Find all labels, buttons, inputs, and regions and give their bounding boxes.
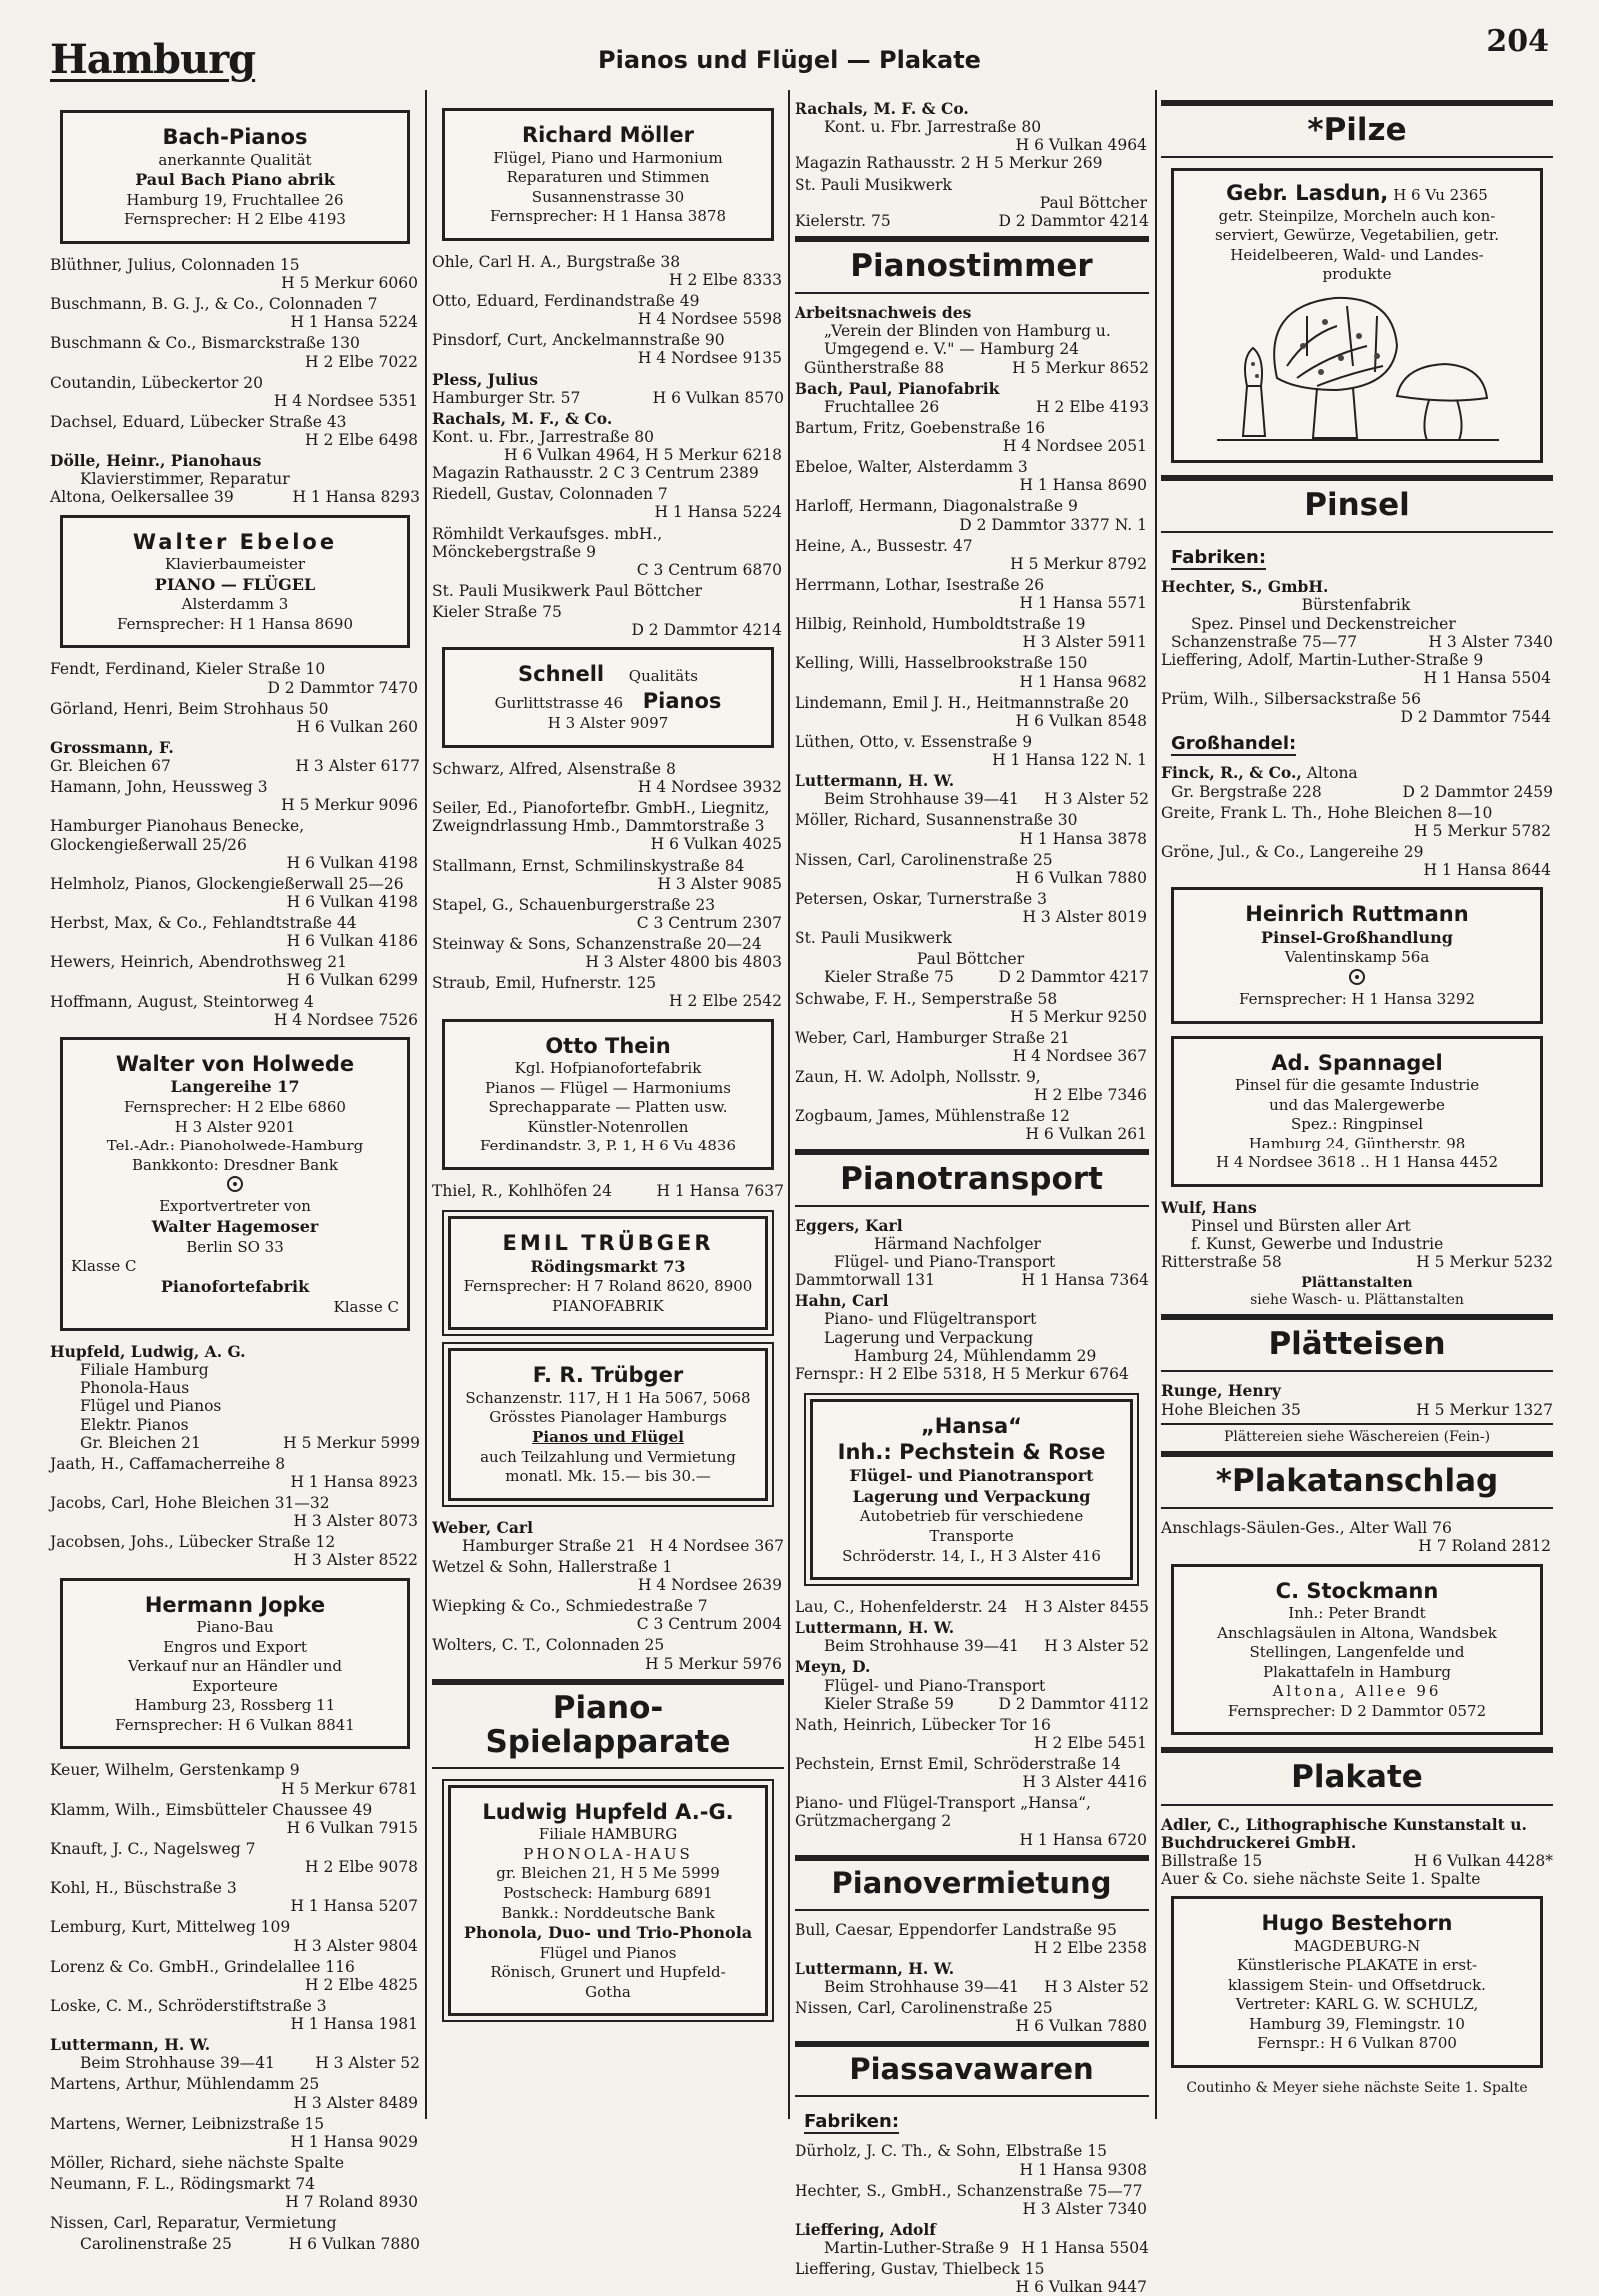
mushrooms-illustration xyxy=(1207,286,1507,456)
listing-entry xyxy=(50,334,420,370)
listing-phone: H 5 Merkur 5976 xyxy=(645,1654,782,1673)
listing-entry: Hahn, Carl Piano- und Flügeltransport Lagerung und Verpackung Hamburg 24, Mühlendamm 29 Fernspr.: H 2 Elbe 5318, H 5 Merkur 6764 xyxy=(795,1291,1129,1383)
listing-phone: H 1 Hansa 8644 xyxy=(1423,861,1551,879)
listing-phone: H 6 Vulkan 7915 xyxy=(286,1818,418,1837)
listing-name: Loske, C. M., Schröderstiftstraße 3 xyxy=(50,1996,327,2015)
listing-entry: Bull, Caesar, Eppendorfer Landstraße 95 H 2 Elbe 2358 xyxy=(795,1920,1147,1957)
listing-entry: Luttermann, H. W. Beim Strohhause 39—41 H 3 Alster 52 xyxy=(795,1618,1149,1656)
listing-name: Martens, Arthur, Mühlendamm 25 xyxy=(50,2075,320,2094)
listing-entry: Carolinenstraße 25 H 6 Vulkan 7880 xyxy=(80,2235,420,2254)
ad-hermann-jopke: Hermann Jopke Piano-Bau Engros und Export Verkauf nur an Händler und Exporteure Hamburg 23, Rossberg 11 Fernsprecher: H 6 Vulkan 8841 xyxy=(60,1578,410,1750)
listing-name: Hewers, Heinrich, Abendrothsweg 21 xyxy=(50,953,347,972)
listing-entry: Meyn, D. Flügel- und Piano-Transport Kieler Straße 59 D 2 Dammtor 4112 xyxy=(795,1657,1149,1713)
ad-heinrich-ruttmann: Heinrich Ruttmann Pinsel-Großhandlung Valentinskamp 56a Fernsprecher: H 1 Hansa 3292 xyxy=(1171,887,1543,1024)
ad-richard-moeller: Richard Möller Flügel, Piano und Harmonium Reparaturen und Stimmen Susannenstrasse 30 Fernsprecher: H 1 Hansa 3878 xyxy=(442,108,774,241)
listing-name: Heine, A., Bussestr. 47 xyxy=(795,536,973,555)
listing-name: Zogbaum, James, Mühlenstraße 12 xyxy=(795,1107,1070,1126)
listing-entry xyxy=(432,1558,784,1594)
listing-phone: H 4 Nordsee 5351 xyxy=(273,391,418,410)
section-heading-piano-spielapparate: Piano- Spielapparate xyxy=(432,1679,784,1769)
listing-name: Pechstein, Ernst Emil, Schröderstraße 14 xyxy=(795,1755,1121,1774)
listing-entry xyxy=(50,256,420,292)
section-heading-pianotransport: Pianotransport xyxy=(795,1149,1149,1207)
listing-entry xyxy=(50,413,420,449)
listing-name: Nissen, Carl, Reparatur, Vermietung xyxy=(50,2214,337,2233)
listing-entry xyxy=(50,875,420,911)
column-rule xyxy=(1155,90,1157,2119)
listing-entry: Runge, Henry Hohe Bleichen 35 H 5 Merkur 1327 xyxy=(1161,1381,1553,1419)
city-title: Hamburg xyxy=(50,36,256,83)
listing-phone: H 3 Alster 8019 xyxy=(1022,908,1147,927)
small-morel xyxy=(1243,348,1265,436)
listing-name: Weber, Carl, Hamburger Straße 21 xyxy=(795,1028,1070,1047)
listing-phone: H 4 Nordsee 367 xyxy=(1012,1046,1147,1065)
listing-entry xyxy=(50,295,420,331)
listing-name: Jacobs, Carl, Hohe Bleichen 31—32 xyxy=(50,1494,330,1513)
listing-entry xyxy=(50,1997,420,2033)
listing-phone: H 1 Hansa 3878 xyxy=(1019,829,1147,848)
listing-entry xyxy=(50,1533,420,1569)
listing-entry: Paul Böttcher Kieler Straße 75 D 2 Dammtor 4217 xyxy=(824,950,1149,987)
ad-hansa-transport: „Hansa“ Inh.: Pechstein & Rose Flügel- und Pianotransport Lagerung und Verpackung Autobetrieb für verschiedene Transporte Schröderstr. 14, I., H 3 Alster 416 xyxy=(810,1399,1133,1580)
ad-otto-thein: Otto Thein Kgl. Hofpianofortefabrik Pianos — Flügel — Harmoniums Sprechapparate — Platten usw. Künstler-Notenrollen Ferdinandstr. 3, P. 1, H 6 Vu 4836 xyxy=(442,1019,774,1170)
listing-phone: H 6 Vulkan 8548 xyxy=(1015,711,1147,730)
listing-phone: H 3 Alster 8489 xyxy=(293,2093,418,2112)
footer-note: Coutinho & Meyer siehe nächste Seite 1. Spalte xyxy=(1186,2080,1528,2097)
listing-entry xyxy=(432,485,784,521)
listing-entry: Wulf, Hans Pinsel und Bürsten aller Art f. Kunst, Gewerbe und Industrie Ritterstraße 58 H 5 Merkur 5232 xyxy=(1161,1197,1553,1272)
listing-name: Martens, Werner, Leibnizstraße 15 xyxy=(50,2114,325,2133)
listing-phone: H 4 Nordsee 7526 xyxy=(273,1010,418,1029)
listing-phone: H 3 Alster 9085 xyxy=(657,874,782,893)
listing-name: Kelling, Willi, Hasselbrookstraße 150 xyxy=(795,654,1088,673)
listing-phone: H 5 Merkur 6060 xyxy=(281,274,418,293)
listing-phone: H 3 Alster 4800 bis 4803 xyxy=(585,953,782,972)
listing-entry xyxy=(795,851,1149,887)
listing-name: Dachsel, Eduard, Lübecker Straße 43 xyxy=(50,412,347,431)
listing-entry: Lieffering, Gustav, Thielbeck 15 H 6 Vulkan 9447 xyxy=(795,2260,1147,2296)
listing-entry: St. Pauli Musikwerk Paul Böttcher Kielerstr. 75 D 2 Dammtor 4214 xyxy=(795,175,1149,230)
column-rule xyxy=(788,90,790,2119)
listing-entry: Pless, Julius Hamburger Str. 57 H 6 Vulkan 8570 xyxy=(432,369,784,407)
section-heading-pianovermietung: Pianovermietung xyxy=(795,1855,1149,1911)
listing-name: Görland, Henri, Beim Strohhaus 50 xyxy=(50,699,329,718)
section-heading-pinsel: Pinsel xyxy=(1161,475,1553,533)
listing-phone: H 1 Hansa 9308 xyxy=(1019,2160,1147,2179)
listing-entry: Rachals, M. F., & Co. Kont. u. Fbr., Jarrestraße 80 H 6 Vulkan 4964, H 5 Merkur 6218 Magazin Rathausstr. 2 C 3 Centrum 2389 xyxy=(432,408,782,483)
listing-entry xyxy=(795,1107,1149,1143)
listing-name: Keuer, Wilhelm, Gerstenkamp 9 xyxy=(50,1761,300,1780)
listing-entry xyxy=(50,2075,420,2111)
listing-entry xyxy=(432,974,784,1010)
listing-phone: D 2 Dammtor 7470 xyxy=(267,678,418,697)
listing-entry xyxy=(795,1794,1149,1848)
listing-name: Pinsdorf, Curt, Anckelmannstraße 90 xyxy=(432,331,725,350)
section-heading-pilze: *Pilze xyxy=(1161,100,1553,158)
ad-gebr-lasdun: Gebr. Lasdun, H 6 Vu 2365 getr. Steinpilze, Morcheln auch kon- serviert, Gewürze, Vegetabilien, getr. Heidelbeeren, Wald- und Landes- produkte xyxy=(1171,168,1543,463)
listing-phone: H 5 Merkur 9096 xyxy=(281,796,418,815)
listing-phone: C 3 Centrum 2004 xyxy=(636,1615,782,1634)
listing-phone: H 3 Alster 4416 xyxy=(1022,1773,1147,1792)
listing-phone: D 2 Dammtor 4214 xyxy=(631,621,782,640)
listing-entry xyxy=(50,1494,420,1530)
listing-name: Wiepking & Co., Schmiedestraße 7 xyxy=(432,1597,708,1616)
listing-entry: Eggers, Karl Härmand Nachfolger Flügel- und Piano-Transport Dammtorwall 131 H 1 Hansa 7364 xyxy=(795,1215,1149,1290)
listing-name: Greite, Frank L. Th., Hohe Bleichen 8—10 xyxy=(1161,803,1493,822)
ad-walter-ebeloe: Walter Ebeloe Klavierbaumeister PIANO — FLÜGEL Alsterdamm 3 Fernsprecher: H 1 Hansa 8690 xyxy=(60,515,410,649)
listing-entry: Thiel, R., Kohlhöfen 24 H 1 Hansa 7637 xyxy=(432,1181,784,1200)
listing-name: Neumann, F. L., Rödingsmarkt 74 xyxy=(50,2175,316,2194)
listing-entry xyxy=(50,993,420,1029)
subheading-grosshandel: Großhandel: xyxy=(1171,733,1296,756)
listing-name: Otto, Eduard, Ferdinandstraße 49 xyxy=(432,292,700,310)
column-1 xyxy=(50,100,420,2254)
listing-name: Römhildt Verkaufsges. mbH., Mönckebergstraße 9 xyxy=(432,524,663,561)
listing-name: Piano- und Flügel-Transport „Hansa“, Grützmachergang 2 xyxy=(795,1794,1091,1831)
listing-name: Ohle, Carl H. A., Burgstraße 38 xyxy=(432,252,681,271)
listing-entry: Rachals, M. F. & Co. Kont. u. Fbr. Jarrestraße 80 H 6 Vulkan 4964 Magazin Rathausstr. 2 H 5 Merkur 269 xyxy=(795,99,1147,173)
listing-name: Knauft, J. C., Nagelsweg 7 xyxy=(50,1839,256,1858)
page-topics: Pianos und Flügel — Plakate xyxy=(598,46,981,74)
listing-name: Fendt, Ferdinand, Kieler Straße 10 xyxy=(50,660,326,679)
listing-phone: H 4 Nordsee 5598 xyxy=(637,310,782,329)
listing-name: Bartum, Fritz, Goebenstraße 16 xyxy=(795,418,1046,437)
ad-schnell-pianos: Schnell Qualitäts Gurlittstrasse 46 Pianos H 3 Alster 9097 xyxy=(442,647,774,748)
listing-entry xyxy=(432,1597,784,1633)
listing-entry xyxy=(795,1755,1149,1791)
listing-phone: H 4 Nordsee 3932 xyxy=(637,778,782,797)
listing-phone: H 1 Hansa 5571 xyxy=(1019,594,1147,613)
listing-entry xyxy=(50,2175,420,2211)
listing-entry xyxy=(432,799,784,853)
listing-phone: H 2 Elbe 4825 xyxy=(305,1975,418,1994)
listing-entry: Anschlags-Säulen-Ges., Alter Wall 76 H 7 Roland 2812 xyxy=(1161,1519,1551,1556)
listing-name: Buschmann & Co., Bismarckstraße 130 xyxy=(50,334,360,353)
listing-name: Schwarz, Alfred, Alsenstraße 8 xyxy=(432,759,676,778)
listing-phone: H 1 Hansa 5207 xyxy=(290,1897,418,1916)
listing-entry xyxy=(432,857,784,893)
listing-phone: H 2 Elbe 2542 xyxy=(669,992,782,1011)
listing-phone: H 1 Hansa 5224 xyxy=(290,313,418,332)
listing-name: Blüthner, Julius, Colonnaden 15 xyxy=(50,255,300,274)
listing-entry xyxy=(1161,804,1553,840)
listing-name: Hilbig, Reinhold, Humboldtstraße 19 xyxy=(795,615,1086,634)
listing-entry xyxy=(795,419,1149,455)
listing-entry xyxy=(795,654,1149,690)
listing-entry xyxy=(795,2182,1149,2218)
listing-phone: H 2 Elbe 7346 xyxy=(1034,1086,1147,1105)
listing-name: St. Pauli Musikwerk Paul Böttcher xyxy=(432,581,703,600)
listing-phone: H 3 Alster 9804 xyxy=(293,1936,418,1955)
page-header xyxy=(50,22,1549,83)
listing-phone: H 1 Hansa 5224 xyxy=(654,503,782,522)
listing-phone: H 5 Merkur 8792 xyxy=(1010,554,1147,573)
listing-entry xyxy=(432,760,784,796)
listing-entry: Dölle, Heinr., Pianohaus Klavierstimmer, Reparatur Altona, Oelkersallee 39 H 1 Hansa 8293 xyxy=(50,451,420,507)
listing-entry xyxy=(432,292,784,328)
listing-name: Lemburg, Kurt, Mittelweg 109 xyxy=(50,1918,291,1937)
morel-stem xyxy=(1313,388,1357,438)
listing-name: St. Pauli Musikwerk xyxy=(795,929,952,948)
listing-entry: Lau, C., Hohenfelderstr. 24 H 3 Alster 8455 xyxy=(795,1598,1149,1617)
listing-entry xyxy=(50,1455,420,1491)
listing-phone: H 3 Alster 5911 xyxy=(1022,633,1147,652)
listing-name: Steinway & Sons, Schanzenstraße 20—24 xyxy=(432,935,762,954)
listing-phone: H 5 Merkur 6781 xyxy=(281,1779,418,1798)
listing-phone: H 6 Vulkan 260 xyxy=(296,717,418,736)
listing-entry xyxy=(795,733,1149,769)
listing-entry xyxy=(795,537,1149,573)
listing-name: Hamburger Pianohaus Benecke, Glockengießerwall 25/26 xyxy=(50,817,305,854)
listing-phone: H 6 Vulkan 7880 xyxy=(1015,868,1147,887)
listing-phone: H 6 Vulkan 4198 xyxy=(286,892,418,911)
listing-phone: H 4 Nordsee 9135 xyxy=(637,349,782,368)
ad-ad-spannagel: Ad. Spannagel Pinsel für die gesamte Industrie und das Malergewerbe Spez.: Ringpinsel Hamburg 24, Güntherstr. 98 H 4 Nordsee 3618 .. H 1 Hansa 4452 xyxy=(1171,1036,1543,1187)
listing-entry xyxy=(795,929,1149,947)
listing-entry xyxy=(795,1029,1149,1065)
morel-cap xyxy=(1274,298,1397,390)
listing-name: Jacobsen, Johs., Lübecker Straße 12 xyxy=(50,1533,336,1552)
listing-name: Herbst, Max, & Co., Fehlandtstraße 44 xyxy=(50,914,357,933)
listing-name: Straub, Emil, Hufnerstr. 125 xyxy=(432,974,657,993)
listing-name: Ebeloe, Walter, Alsterdamm 3 xyxy=(795,458,1028,477)
listing-entry: Bach, Paul, Pianofabrik Fruchtallee 26 H 2 Elbe 4193 xyxy=(795,378,1149,416)
circle-ornament-icon xyxy=(227,1176,243,1192)
subheading-fabriken: Fabriken: xyxy=(804,2111,899,2134)
ad-fr-truebger: F. R. Trübger Schanzenstr. 117, H 1 Ha 5067, 5068 Grösstes Pianolager Hamburgs Pianos und Flügel auch Teilzahlung und Vermietung monatl. Mk. 15.— bis 30.— xyxy=(448,1348,768,1500)
listing-entry xyxy=(1161,843,1553,879)
listing-name: Wetzel & Sohn, Hallerstraße 1 xyxy=(432,1557,673,1576)
listing-entry: Hupfeld, Ludwig, A. G. Filiale Hamburg Phonola-Haus Flügel und Pianos Elektr. Pianos Gr. Bleichen 21 H 5 Merkur 5999 xyxy=(50,1342,420,1452)
listing-entry xyxy=(50,374,420,410)
listing-phone: H 1 Hansa 9029 xyxy=(290,2132,418,2151)
listing-entry xyxy=(795,576,1149,612)
listing-name: Hoffmann, August, Steintorweg 4 xyxy=(50,992,314,1011)
listing-name: Petersen, Oskar, Turnerstraße 3 xyxy=(795,889,1047,908)
listing-phone: H 2 Elbe 5451 xyxy=(1034,1733,1147,1752)
ad-hugo-bestehorn: Hugo Bestehorn MAGDEBURG-N Künstlerische PLAKATE in erst- klassigem Stein- und Offsetdruck. Vertreter: KARL G. W. SCHULZ, Hamburg 39, Flemingstr. 10 Fernspr.: H 6 Vulkan 8700 xyxy=(1171,1896,1543,2068)
listing-name: Zaun, H. W. Adolph, Nollsstr. 9, xyxy=(795,1068,1041,1087)
circle-ornament-icon xyxy=(1349,969,1365,985)
listing-name: Lindemann, Emil J. H., Heitmannstraße 20 xyxy=(795,693,1129,712)
listing-name: Seiler, Ed., Pianofortefbr. GmbH., Liegnitz, Zweigndrlassung Hmb., Dammtorstraße 3 xyxy=(432,799,770,836)
listing-phone: H 1 Hansa 8690 xyxy=(1019,476,1147,495)
listing-entry xyxy=(795,990,1149,1026)
section-heading-plakate: Plakate xyxy=(1161,1747,1553,1805)
listing-phone: H 1 Hansa 1981 xyxy=(290,2015,418,2034)
listing-entry xyxy=(432,896,784,932)
listing-entry xyxy=(50,1761,420,1797)
listing-phone: H 4 Nordsee 2051 xyxy=(1002,437,1147,456)
listing-phone: H 5 Merkur 9250 xyxy=(1010,1007,1147,1026)
column-rule xyxy=(425,90,427,2119)
listing-phone: H 1 Hansa 6720 xyxy=(1019,1830,1147,1849)
listing-name: Lorenz & Co. GmbH., Grindelallee 116 xyxy=(50,1957,355,1976)
listing-entry: Adler, C., Lithographische Kunstanstalt u. Buchdruckerei GmbH. Billstraße 15 H 6 Vulkan 4428* Auer & Co. siehe nächste Seite 1. Spalte xyxy=(1161,1814,1553,1889)
listing-entry: Nissen, Carl, Carolinenstraße 25 H 6 Vulkan 7880 xyxy=(795,1999,1147,2036)
listing-entry: Luttermann, H. W. Beim Strohhause 39—41 H 3 Alster 52 xyxy=(795,1958,1149,1997)
listing-name: Buschmann, B. G. J., & Co., Colonnaden 7 xyxy=(50,295,378,314)
listing-phone: H 6 Vulkan 261 xyxy=(1025,1125,1147,1144)
listing-name: Nissen, Carl, Carolinenstraße 25 xyxy=(795,850,1053,869)
listing-entry xyxy=(795,458,1149,494)
listing-name: Jaath, H., Caffamacherreihe 8 xyxy=(50,1454,286,1473)
listing-phone: H 6 Vulkan 6299 xyxy=(286,971,418,990)
listing-entry xyxy=(432,603,784,639)
listing-entry: Arbeitsnachweis des „Verein der Blinden von Hamburg u. Umgegend e. V." — Hamburg 24 Güntherstraße 88 H 5 Merkur 8652 xyxy=(795,303,1149,377)
listing-entry xyxy=(432,253,784,289)
listing-name: Schwabe, F. H., Semperstraße 58 xyxy=(795,989,1058,1008)
ad-bach-pianos: Bach-Pianos anerkannte Qualität Paul Bach Piano abrik Hamburg 19, Fruchtallee 26 Fernsprecher: H 2 Elbe 4193 xyxy=(60,110,410,244)
listing-entry xyxy=(432,525,784,579)
column-2 xyxy=(432,100,784,2109)
section-heading-piassavawaren: Piassavawaren xyxy=(795,2041,1149,2097)
listing-entry xyxy=(50,1801,420,1837)
listing-phone: H 6 Vulkan 4198 xyxy=(286,853,418,872)
listing-entry xyxy=(795,890,1149,926)
listing-entry: Weber, Carl Hamburger Straße 21 H 4 Nordsee 367 xyxy=(432,1517,784,1555)
listing-entry xyxy=(795,615,1149,651)
listing-entry xyxy=(795,694,1149,730)
listing-entry xyxy=(50,953,420,989)
listing-phone: H 2 Elbe 8333 xyxy=(669,270,782,289)
listing-entry xyxy=(50,1918,420,1954)
listing-name: Riedell, Gustav, Colonnaden 7 xyxy=(432,485,668,504)
listing-phone: H 2 Elbe 7022 xyxy=(305,352,418,371)
ad-emil-truebger: EMIL TRÜBGER Rödingsmarkt 73 Fernsprecher: H 7 Roland 8620, 8900 PIANOFABRIK xyxy=(448,1216,768,1330)
listing-phone: H 1 Hansa 122 N. 1 xyxy=(992,751,1147,770)
ad-walter-von-holwede: Walter von Holwede Langereihe 17 Fernsprecher: H 2 Elbe 6860 H 3 Alster 9201 Tel.-Adr.: Pianoholwede-Hamburg Bankkonto: Dresdner Bank Exportvertreter von Walter Hagemoser Berlin SO 33 Klasse C Pianofortefabrik Klasse C xyxy=(60,1037,410,1331)
cross-reference: Plättanstalten siehe Wasch- u. Plättanstalten xyxy=(1250,1275,1464,1308)
listing-entry xyxy=(432,935,784,971)
listing-name: Wolters, C. T., Colonnaden 25 xyxy=(432,1636,665,1655)
ad-ludwig-hupfeld: Ludwig Hupfeld A.-G. Filiale HAMBURG PHONOLA-HAUS gr. Bleichen 21, H 5 Me 5999 Postscheck: Hamburg 6891 Bankk.: Norddeutsche Bank Phonola, Duo- und Trio-Phonola Flügel und Pianos Rönisch, Grunert und Hupfeld- Gotha xyxy=(448,1785,768,2017)
listing-name: Hechter, S., GmbH., Schanzenstraße 75—77 xyxy=(795,2181,1143,2200)
listing-entry xyxy=(432,1636,784,1672)
listing-entry xyxy=(50,778,420,814)
listing-phone: H 1 Hansa 8923 xyxy=(290,1472,418,1491)
listing-entry xyxy=(50,2214,420,2232)
listing-name: Klamm, Wilh., Eimsbütteler Chaussee 49 xyxy=(50,1800,373,1819)
listing-phone: H 6 Vulkan 4025 xyxy=(650,835,782,854)
listing-entry xyxy=(795,2142,1149,2178)
listing-entry: Prüm, Wilh., Silbersackstraße 56 D 2 Dammtor 7544 xyxy=(1161,690,1551,727)
listing-phone: H 6 Vulkan 4186 xyxy=(286,932,418,951)
column-3 xyxy=(795,99,1149,2296)
listing-phone: H 4 Nordsee 2639 xyxy=(637,1576,782,1595)
listing-entry xyxy=(50,1840,420,1876)
cross-reference: Plättereien siehe Wäschereien (Fein-) xyxy=(1161,1423,1553,1445)
page-number: 204 xyxy=(1486,24,1549,59)
section-heading-plakatanschlag: *Plakatanschlag xyxy=(1161,1451,1553,1509)
listing-entry xyxy=(50,700,420,736)
listing-entry xyxy=(50,2115,420,2151)
listing-phone: H 2 Elbe 9078 xyxy=(305,1858,418,1877)
listing-entry xyxy=(50,2154,420,2172)
listing-entry xyxy=(50,1879,420,1915)
section-heading-plaetteisen: Plätteisen xyxy=(1161,1314,1553,1372)
listing-entry xyxy=(795,811,1149,847)
column-4 xyxy=(1161,100,1553,2109)
listing-entry: Luttermann, H. W. Beim Strohhause 39—41 H 3 Alster 52 xyxy=(795,771,1149,809)
listing-phone: H 3 Alster 8522 xyxy=(293,1551,418,1570)
listing-name: Nath, Heinrich, Lübecker Tor 16 xyxy=(795,1715,1051,1734)
listing-phone: H 3 Alster 8073 xyxy=(293,1512,418,1531)
listing-phone: C 3 Centrum 6870 xyxy=(636,560,782,579)
subheading-fabriken: Fabriken: xyxy=(1171,547,1266,570)
listing-name: Dürholz, J. C. Th., & Sohn, Elbstraße 15 xyxy=(795,2142,1107,2161)
listing-name: Hamann, John, Heussweg 3 xyxy=(50,778,268,797)
listing-entry: Luttermann, H. W. Beim Strohhause 39—41 H 3 Alster 52 xyxy=(50,2035,420,2073)
listing-entry xyxy=(795,1716,1149,1752)
listing-entry: Grossmann, F. Gr. Bleichen 67 H 3 Alster 6177 xyxy=(50,737,420,776)
listing-phone: H 1 Hansa 9682 xyxy=(1019,672,1147,691)
listing-name: Kohl, H., Büschstraße 3 xyxy=(50,1879,237,1898)
listing-entry xyxy=(432,331,784,367)
section-heading-pianostimmer: Pianostimmer xyxy=(795,236,1149,294)
listing-name: Stallmann, Ernst, Schmilinskystraße 84 xyxy=(432,856,745,875)
listing-entry xyxy=(50,660,420,696)
listing-name: Möller, Richard, Susannenstraße 30 xyxy=(795,811,1078,830)
listing-phone: H 7 Roland 8930 xyxy=(285,2193,418,2212)
listing-name: Lüthen, Otto, v. Essenstraße 9 xyxy=(795,732,1033,751)
listing-entry xyxy=(795,1068,1149,1104)
listing-phone: D 2 Dammtor 3377 N. 1 xyxy=(959,515,1147,534)
listing-entry: Finck, R., & Co., Altona Gr. Bergstraße 228 D 2 Dammtor 2459 xyxy=(1161,763,1553,801)
listing-entry xyxy=(432,582,784,600)
listing-entry xyxy=(795,497,1149,533)
listing-entry xyxy=(50,914,420,950)
listing-entry: Hechter, S., GmbH. Bürstenfabrik Spez. Pinsel und Deckenstreicher Schanzenstraße 75—77 H 3 Alster 7340 Lieffering, Adolf, Martin-Luther-Straße 9 H 1 Hansa 5504 xyxy=(1161,577,1553,687)
listing-name: Möller, Richard, siehe nächste Spalte xyxy=(50,2153,345,2172)
listing-name: Gröne, Jul., & Co., Langereihe 29 xyxy=(1161,842,1424,861)
bolete-cap xyxy=(1397,364,1487,401)
ad-c-stockmann: C. Stockmann Inh.: Peter Brandt Anschlagsäulen in Altona, Wandsbek Stellingen, Langenfelde und Plakattafeln in Hamburg Altona, Allee 96 Fernsprecher: D 2 Dammtor 0572 xyxy=(1171,1564,1543,1736)
listing-name: Coutandin, Lübeckertor 20 xyxy=(50,373,263,392)
listing-name: Stapel, G., Schauenburgerstraße 23 xyxy=(432,895,716,914)
listing-entry: Lieffering, Adolf Martin-Luther-Straße 9 H 1 Hansa 5504 xyxy=(795,2219,1149,2257)
listing-phone: H 2 Elbe 6498 xyxy=(305,431,418,450)
listing-entry xyxy=(50,1958,420,1994)
listing-name: Herrmann, Lothar, Isestraße 26 xyxy=(795,575,1045,594)
listing-phone: C 3 Centrum 2307 xyxy=(636,913,782,932)
listing-name: Harloff, Hermann, Diagonalstraße 9 xyxy=(795,497,1078,516)
listing-phone: H 3 Alster 7340 xyxy=(1022,2199,1147,2218)
listing-name: Helmholz, Pianos, Glockengießerwall 25—26 xyxy=(50,874,404,893)
bolete-stem xyxy=(1424,400,1461,440)
listing-phone: H 5 Merkur 5782 xyxy=(1414,821,1551,840)
listing-name: Kieler Straße 75 xyxy=(432,603,562,621)
listing-entry xyxy=(50,817,420,871)
